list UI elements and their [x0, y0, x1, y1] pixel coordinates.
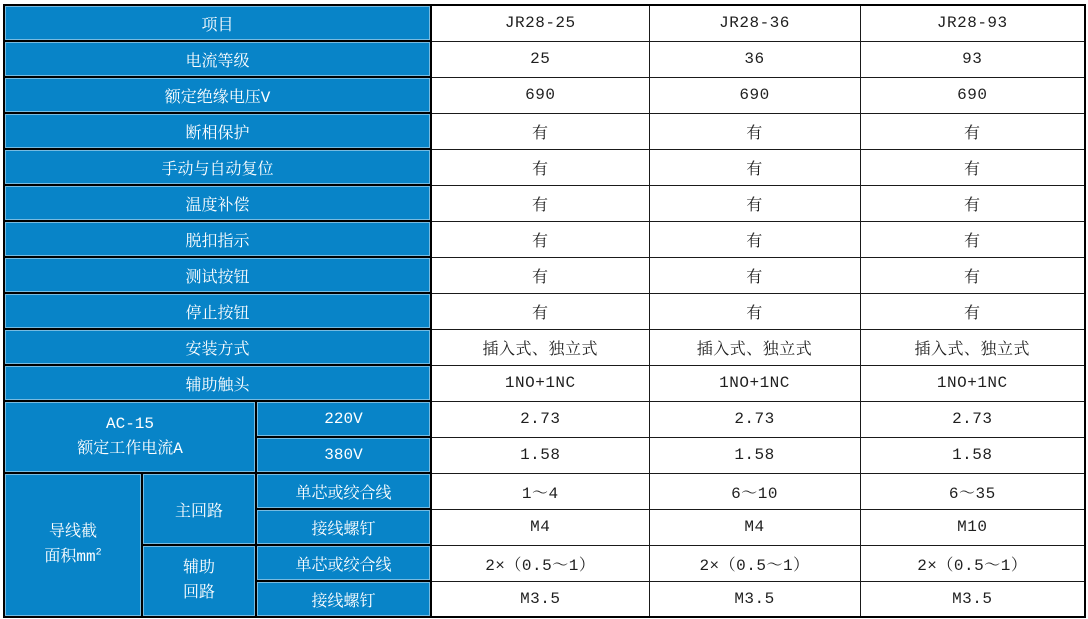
cell-value: 1NO+1NC — [649, 365, 860, 401]
cell-value: 93 — [860, 41, 1085, 77]
table-row-mounting-method — [4, 329, 1085, 365]
cell-value: 1.58 — [860, 437, 1085, 473]
cell-value: 有 — [431, 113, 649, 149]
cell-value: 有 — [649, 149, 860, 185]
cell-value: 有 — [431, 185, 649, 221]
table-row-main-circuit-wire — [4, 473, 1085, 509]
cell-value: 有 — [860, 149, 1085, 185]
row-label: 断相保护 — [4, 113, 431, 149]
ac15-label-line1: AC-15 — [105, 415, 154, 434]
table-row-test-button — [4, 257, 1085, 293]
row-label: 辅助触头 — [4, 365, 431, 401]
row-sublabel-wire-type: 单芯或绞合线 — [256, 473, 431, 509]
row-label: 脱扣指示 — [4, 221, 431, 257]
cell-value: 有 — [431, 257, 649, 293]
cell-value: 690 — [431, 77, 649, 113]
row-sublabel-220v: 220V — [256, 401, 431, 437]
wire-area-label-line2: 面积$mm^2$ — [44, 547, 102, 566]
table-row-manual-auto-reset — [4, 149, 1085, 185]
table-row-phase-failure-protection — [4, 113, 1085, 149]
cell-value: 有 — [431, 221, 649, 257]
cell-value: 6～10 — [649, 473, 860, 509]
cell-value: 有 — [649, 221, 860, 257]
cell-value: 插入式、独立式 — [860, 329, 1085, 365]
cell-value: 有 — [649, 293, 860, 329]
spec-table — [3, 4, 1086, 618]
cell-value: 2×（0.5～1） — [649, 545, 860, 581]
row-label: 测试按钮 — [4, 257, 431, 293]
cell-value: 有 — [860, 221, 1085, 257]
cell-value: 有 — [860, 185, 1085, 221]
row-label: 电流等级 — [4, 41, 431, 77]
row-label: 温度补偿 — [4, 185, 431, 221]
cell-value: 6～35 — [860, 473, 1085, 509]
table-row-insulation-voltage — [4, 77, 1085, 113]
row-sublabel-wire-type: 单芯或绞合线 — [256, 545, 431, 581]
model-header-jr28-93: JR28-93 — [860, 5, 1085, 41]
table-row-current-class — [4, 41, 1085, 77]
aux-circuit-label-line2: 回路 — [182, 584, 215, 602]
cell-value: 有 — [860, 257, 1085, 293]
cell-value: 1.58 — [431, 437, 649, 473]
cell-value: M3.5 — [860, 581, 1085, 617]
cell-value: 有 — [431, 149, 649, 185]
ac15-label-line2: 额定工作电流A — [77, 440, 183, 458]
row-sublabel-main-circuit: 主回路 — [142, 473, 256, 545]
cell-value: M4 — [649, 509, 860, 545]
table-row-stop-button — [4, 293, 1085, 329]
cell-value: 1NO+1NC — [860, 365, 1085, 401]
row-label-wire-area — [4, 473, 142, 617]
cell-value: 25 — [431, 41, 649, 77]
row-label: 安装方式 — [4, 329, 431, 365]
table-row-trip-indication — [4, 221, 1085, 257]
table-row-temperature-compensation — [4, 185, 1085, 221]
cell-value: 2.73 — [649, 401, 860, 437]
cell-value: 有 — [860, 293, 1085, 329]
cell-value: 有 — [431, 293, 649, 329]
cell-value: 1NO+1NC — [431, 365, 649, 401]
table-row-header — [4, 5, 1085, 41]
cell-value: 插入式、独立式 — [431, 329, 649, 365]
wire-area-sup: 2 — [95, 547, 102, 559]
model-header-jr28-36: JR28-36 — [649, 5, 860, 41]
row-label: 停止按钮 — [4, 293, 431, 329]
table-row-ac15-220v — [4, 401, 1085, 437]
cell-value: 有 — [649, 113, 860, 149]
cell-value: 插入式、独立式 — [649, 329, 860, 365]
table-row-auxiliary-contacts — [4, 365, 1085, 401]
row-label-ac15 — [4, 401, 256, 473]
cell-value: 1～4 — [431, 473, 649, 509]
row-sublabel-aux-circuit — [142, 545, 256, 617]
cell-value: 2×（0.5～1） — [860, 545, 1085, 581]
cell-value: 2.73 — [431, 401, 649, 437]
cell-value: 1.58 — [649, 437, 860, 473]
row-sublabel-terminal-screw: 接线螺钉 — [256, 509, 431, 545]
row-sublabel-380v: 380V — [256, 437, 431, 473]
cell-value: 690 — [860, 77, 1085, 113]
cell-value: 36 — [649, 41, 860, 77]
row-sublabel-terminal-screw: 接线螺钉 — [256, 581, 431, 617]
cell-value: M10 — [860, 509, 1085, 545]
model-header-jr28-25: JR28-25 — [431, 5, 649, 41]
cell-value: 有 — [649, 257, 860, 293]
aux-circuit-label-line1: 辅助 — [182, 559, 215, 578]
table-row-aux-circuit-wire — [4, 545, 1085, 581]
cell-value: M4 — [431, 509, 649, 545]
cell-value: 2.73 — [860, 401, 1085, 437]
cell-value: 有 — [649, 185, 860, 221]
row-label-item: 项目 — [4, 5, 431, 41]
cell-value: M3.5 — [431, 581, 649, 617]
cell-value: 2×（0.5～1） — [431, 545, 649, 581]
cell-value: 有 — [860, 113, 1085, 149]
cell-value: M3.5 — [649, 581, 860, 617]
wire-area-label-line1: 导线截 — [48, 523, 97, 542]
row-label: 额定绝缘电压V — [4, 77, 431, 113]
cell-value: 690 — [649, 77, 860, 113]
row-label: 手动与自动复位 — [4, 149, 431, 185]
